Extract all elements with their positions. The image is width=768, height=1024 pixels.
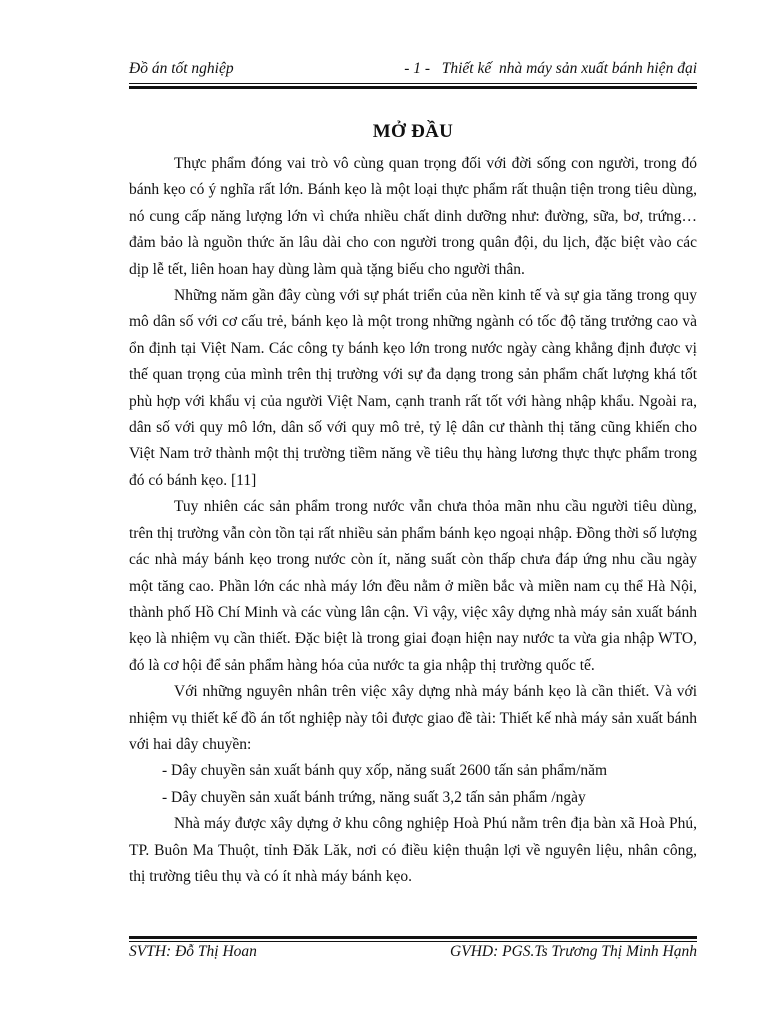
footer-rule-thick [129,936,697,939]
paragraph-3: Tuy nhiên các sản phẩm trong nước vẫn chưa thỏa mãn nhu cầu người tiêu dùng, trên thị trường vẫn còn tồn tại rất nhiều sản phẩm bánh kẹo ngoại nhập. Đồng thời số lượng các nhà máy bánh kẹo trong nước còn ít, năng suất còn thấp chưa đáp ứng nhu cầu ngày một tăng cao. Phần lớn các nhà máy lớn đều nằm ở miền bắc và miền nam cụ thể Hà Nội, thành phố Hồ Chí Minh và các vùng lân cận. Vì vậy, việc xây dựng nhà máy sản xuất bánh kẹo là nhiệm vụ cần thiết. Đặc biệt là trong giai đoạn hiện nay nước ta vừa gia nhập WTO, đó là cơ hội để sản phẩm hàng hóa của nước ta gia nhập thị trường quốc tế. [129,498,697,674]
footer-supervisor: GVHD: PGS.Ts Trương Thị Minh Hạnh [450,943,697,960]
header-page-title: - 1 - Thiết kế nhà máy sản xuất bánh hiện đại [404,60,697,77]
page-header [129,60,697,82]
header-rule-thick [129,86,697,89]
paragraph-1: Thực phẩm đóng vai trò vô cùng quan trọng đối với đời sống con người, trong đó bánh kẹo có ý nghĩa rất lớn. Bánh kẹo là một loại thực phẩm rất thuận tiện trong tiêu dùng, nó cung cấp năng lượng lớn vì chứa nhiều chất dinh dưỡng như: đường, sữa, bơ, trứng…đảm bảo là nguồn thức ăn lâu dài cho con người trong quân đội, du lịch, đặc biệt vào các dịp lễ tết, liên hoan hay dùng làm quà tặng biếu cho người thân. [129,155,697,278]
header-document-type: Đồ án tốt nghiệp [129,60,234,77]
paragraph-4: Với những nguyên nhân trên việc xây dựng nhà máy bánh kẹo là cần thiết. Và với nhiệm vụ thiết kế đồ án tốt nghiệp này tôi được giao đề tài: Thiết kế nhà máy sản xuất bánh với hai dây chuyền: [129,683,697,753]
header-rule-thin [129,83,697,84]
footer-student: SVTH: Đỗ Thị Hoan [129,943,257,960]
page-footer [129,943,697,965]
bullet-item-1: - Dây chuyền sản xuất bánh quy xốp, năng suất 2600 tấn sản phẩm/năm [162,762,608,780]
document-body [129,151,697,890]
bullet-item-2: - Dây chuyền sản xuất bánh trứng, năng suất 3,2 tấn sản phẩm /ngày [162,788,586,806]
paragraph-2: Những năm gần đây cùng với sự phát triển của nền kinh tế và sự gia tăng trong quy mô dân số với cơ cấu trẻ, bánh kẹo là một trong những ngành có tốc độ tăng trưởng cao và ổn định tại Việt Nam. Các công ty bánh kẹo lớn trong nước ngày càng khẳng định được vị thế quan trọng của mình trên thị trường với sự đa dạng trong sản phẩm chất lượng khá tốt phù hợp với khẩu vị của người Việt Nam, cạnh tranh rất tốt với hàng nhập khẩu. Ngoài ra, dân số với quy mô lớn, dân số với quy mô trẻ, tỷ lệ dân cư thành thị tăng cũng khiến cho Việt Nam trở thành một thị trường tiềm năng về tiêu thụ hàng lương thực thực phẩm trong đó có bánh kẹo. [11] [129,287,697,489]
footer-rule-thin [129,941,697,942]
paragraph-closing: Nhà máy được xây dựng ở khu công nghiệp Hoà Phú nằm trên địa bàn xã Hoà Phú, TP. Buôn Ma Thuột, tỉnh Đăk Lăk, nơi có điều kiện thuận lợi về nguyên liệu, nhân công, thị trường tiêu thụ và có ít nhà máy bánh kẹo. [129,815,697,885]
page-title: MỞ ĐẦU [372,121,454,142]
